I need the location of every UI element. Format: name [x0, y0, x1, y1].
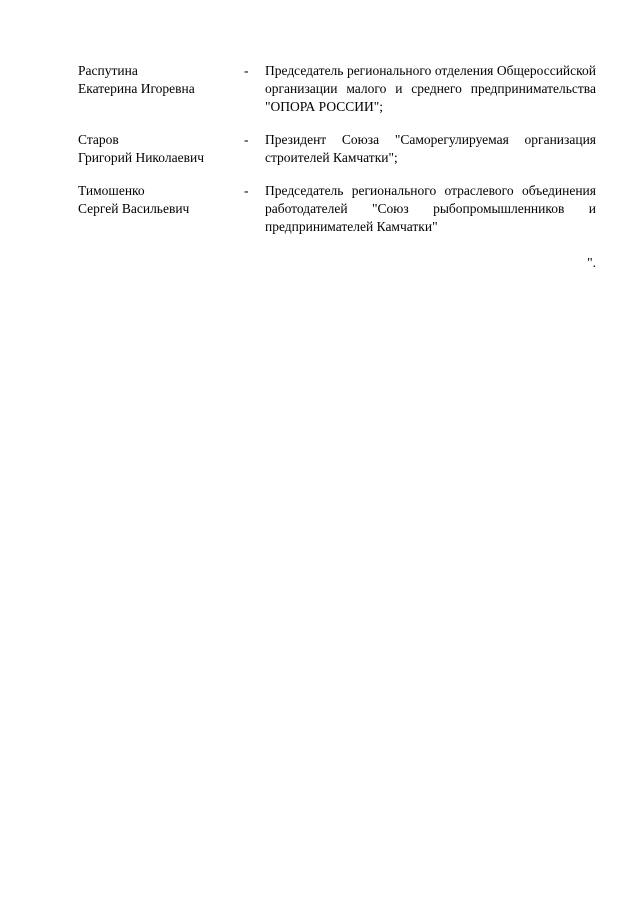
member-role: Председатель регионального отраслевого объединения работодателей "Союз рыбопромышленников и предпринимателей Камчатки" — [265, 183, 596, 234]
member-role: Президент Союза "Саморегулируемая организация строителей Камчатки"; — [265, 132, 596, 165]
member-name — [78, 62, 238, 98]
member-surname: Старов — [78, 132, 119, 147]
member-name — [78, 131, 238, 167]
member-given-names: Григорий Николаевич — [78, 150, 204, 165]
member-name — [78, 182, 238, 218]
member-surname: Распутина — [78, 63, 138, 78]
member-role: Председатель регионального отделения Общероссийской организации малого и среднего предпринимательства "ОПОРА РОССИИ"; — [265, 63, 596, 114]
closing-quote: ". — [587, 255, 596, 270]
separator-dash: - — [244, 132, 249, 147]
separator-dash: - — [244, 63, 249, 78]
member-surname: Тимошенко — [78, 183, 145, 198]
separator-dash: - — [244, 183, 249, 198]
member-given-names: Сергей Васильевич — [78, 201, 190, 216]
member-given-names: Екатерина Игоревна — [78, 81, 195, 96]
